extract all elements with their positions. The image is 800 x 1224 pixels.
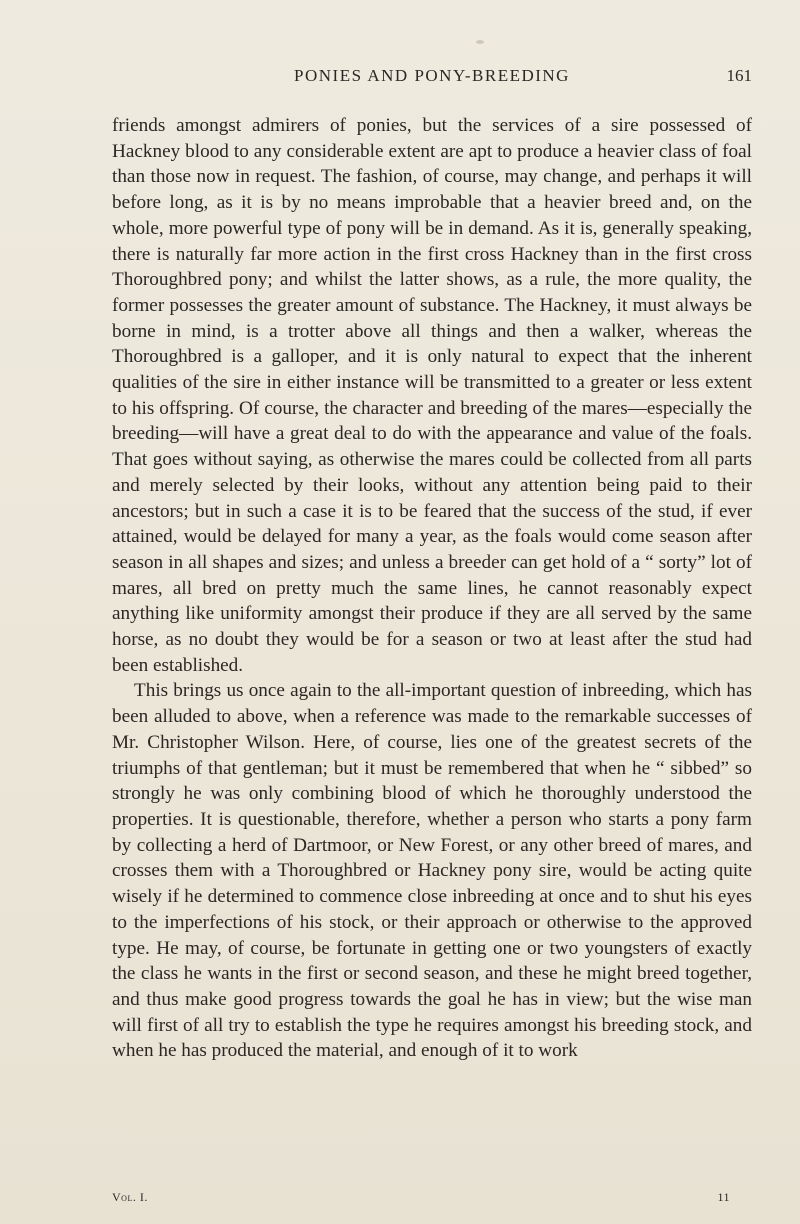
running-head: PONIES AND PONY-BREEDING	[294, 66, 570, 85]
volume-mark: Vol. I.	[112, 1190, 148, 1204]
paragraph: This brings us once again to the all-important question of inbreeding, which has been alluded to above, when a reference was made to the remarkable successes of Mr. Christopher Wilson. Here, of course, lies one of the greatest secrets of the triumphs of that gentleman; but it must be remembered that when he “ sibbed” so strongly he was only combining blood of which he thoroughly understood the properties. It is questionable, therefore, whether a person who starts a pony farm by collecting a herd of Dartmoor, or New Forest, or any other breed of mares, and crosses them with a Thoroughbred or Hackney pony sire, would be acting quite wisely if he determined to commence close inbreeding at once and to shut his eyes to the imperfections of his stock, or their approach or otherwise to the approved type. He may, of course, be fortunate in getting one or two youngsters of exactly the class he wants in the first or second season, and these he might breed together, and thus make good progress towards the goal he has in view; but the wise man will first of all try to establish the type he requires amongst his breeding stock, and when he has produced the material, and enough of it to work	[112, 680, 752, 1062]
page-number: 161	[726, 66, 752, 85]
paragraph: friends amongst admirers of ponies, but the services of a sire possessed of Hackney blood to any considerable extent are apt to produce a heavier class of foal than those now in request. The fashion, of course, may change, and perhaps it will before long, as it is by no means improbable that a heavier breed and, on the whole, more powerful type of pony will be in demand. As it is, generally speaking, there is naturally far more action in the first cross Hackney than in the first cross Thoroughbred pony; and whilst the latter shows, as a rule, the more quality, the former possesses the greater amount of substance. The Hackney, it must always be borne in mind, is a trotter above all things and then a walker, whereas the Thoroughbred is a galloper, and it is only natural to expect that the inherent qualities of the sire in either instance will be transmitted to a greater or less extent to his offspring. Of course, the character and breeding of the mares—especially the breeding—will have a great deal to do with the appearance and value of the foals. That goes without saying, as otherwise the mares could be collected from all parts and merely selected by their looks, without any attention being paid to their ancestors; but in such a case it is to be feared that the success of the stud, if ever attained, would be delayed for many a year, as the foals would come season after season in all shapes and sizes; and unless a breeder can get hold of a “ sorty” lot of mares, all bred on pretty much the same lines, he cannot reasonably expect anything like uniformity amongst their produce if they are all served by the same horse, as no doubt they would be for a season or two at least after the stud had been established.	[112, 115, 752, 676]
body-text	[112, 113, 752, 1064]
page-footer	[112, 1190, 752, 1206]
page-header	[112, 66, 752, 92]
signature-mark: 11	[717, 1190, 730, 1204]
ink-smudge	[476, 40, 484, 44]
